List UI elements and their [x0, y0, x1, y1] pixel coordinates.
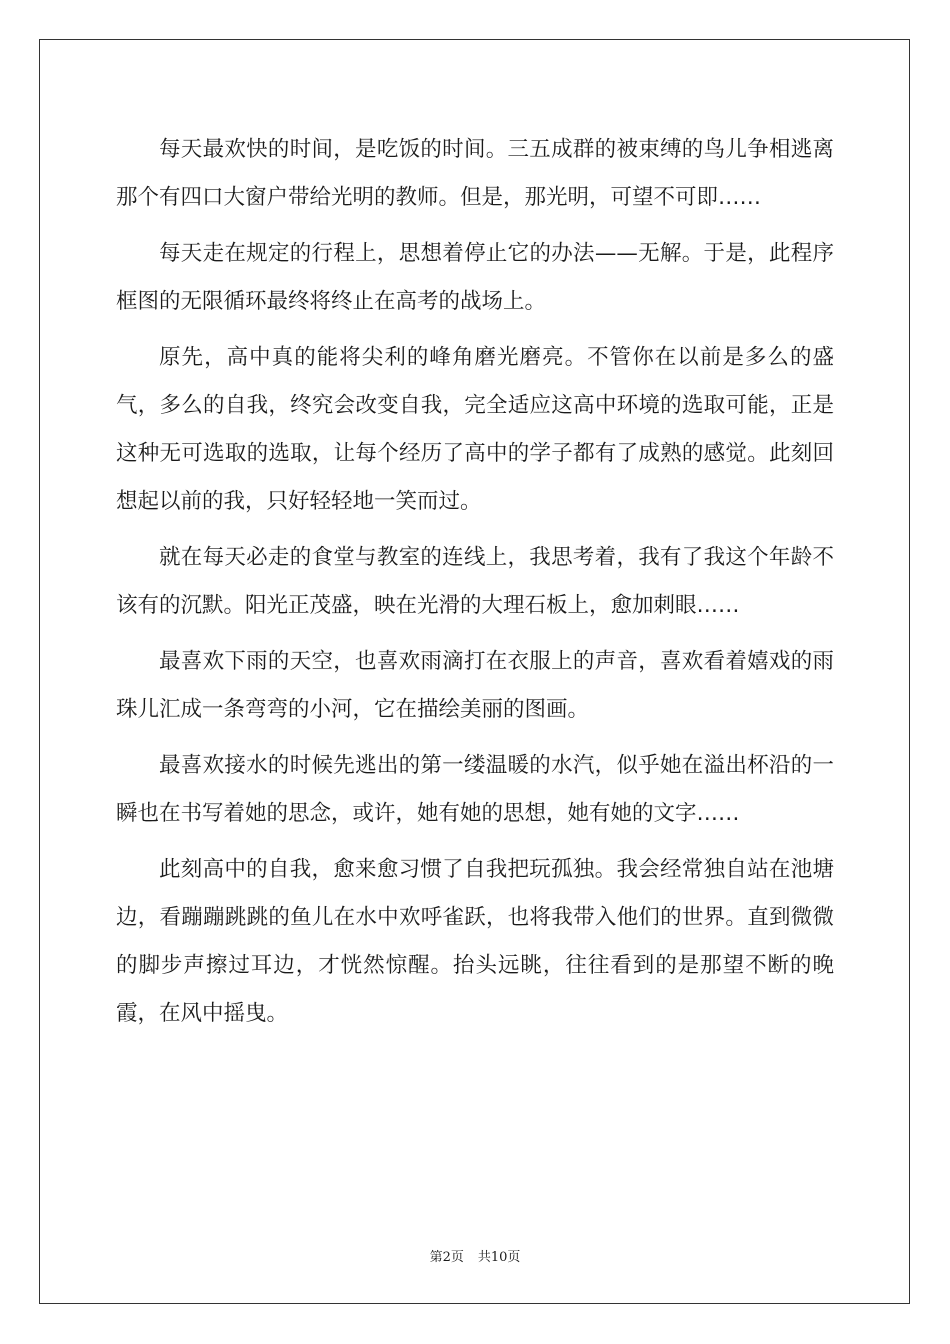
page-number: 第2页 [429, 1250, 464, 1265]
page-footer [0, 1246, 950, 1265]
paragraph: 就在每天必走的食堂与教室的连线上，我思考着，我有了我这个年龄不该有的沉默。阳光正茂盛，映在光滑的大理石板上，愈加刺眼…… [116, 545, 834, 618]
page-count: 共10页 [477, 1250, 521, 1265]
document-body [116, 126, 834, 1046]
paragraph: 最喜欢下雨的天空，也喜欢雨滴打在衣服上的声音，喜欢看着嬉戏的雨珠儿汇成一条弯弯的小河，它在描绘美丽的图画。 [116, 649, 834, 722]
paragraph: 每天走在规定的行程上，思想着停止它的办法——无解。于是，此程序框图的无限循环最终将终止在高考的战场上。 [116, 241, 834, 314]
paragraph: 最喜欢接水的时候先逃出的第一缕温暖的水汽，似乎她在溢出杯沿的一瞬也在书写着她的思念，或许，她有她的思想，她有她的文字…… [116, 753, 834, 826]
paragraph: 此刻高中的自我，愈来愈习惯了自我把玩孤独。我会经常独自站在池塘边，看蹦蹦跳跳的鱼儿在水中欢呼雀跃，也将我带入他们的世界。直到微微的脚步声擦过耳边，才恍然惊醒。抬头远眺，往往看到的是那望不断的晚霞，在风中摇曳。 [116, 857, 834, 1026]
paragraph: 每天最欢快的时间，是吃饭的时间。三五成群的被束缚的鸟儿争相逃离那个有四口大窗户带给光明的教师。但是，那光明，可望不可即…… [116, 137, 834, 210]
paragraph: 原先，高中真的能将尖利的峰角磨光磨亮。不管你在以前是多么的盛气，多么的自我，终究会改变自我，完全适应这高中环境的选取可能，正是这种无可选取的选取，让每个经历了高中的学子都有了成熟的感觉。此刻回想起以前的我，只好轻轻地一笑而过。 [116, 345, 834, 514]
